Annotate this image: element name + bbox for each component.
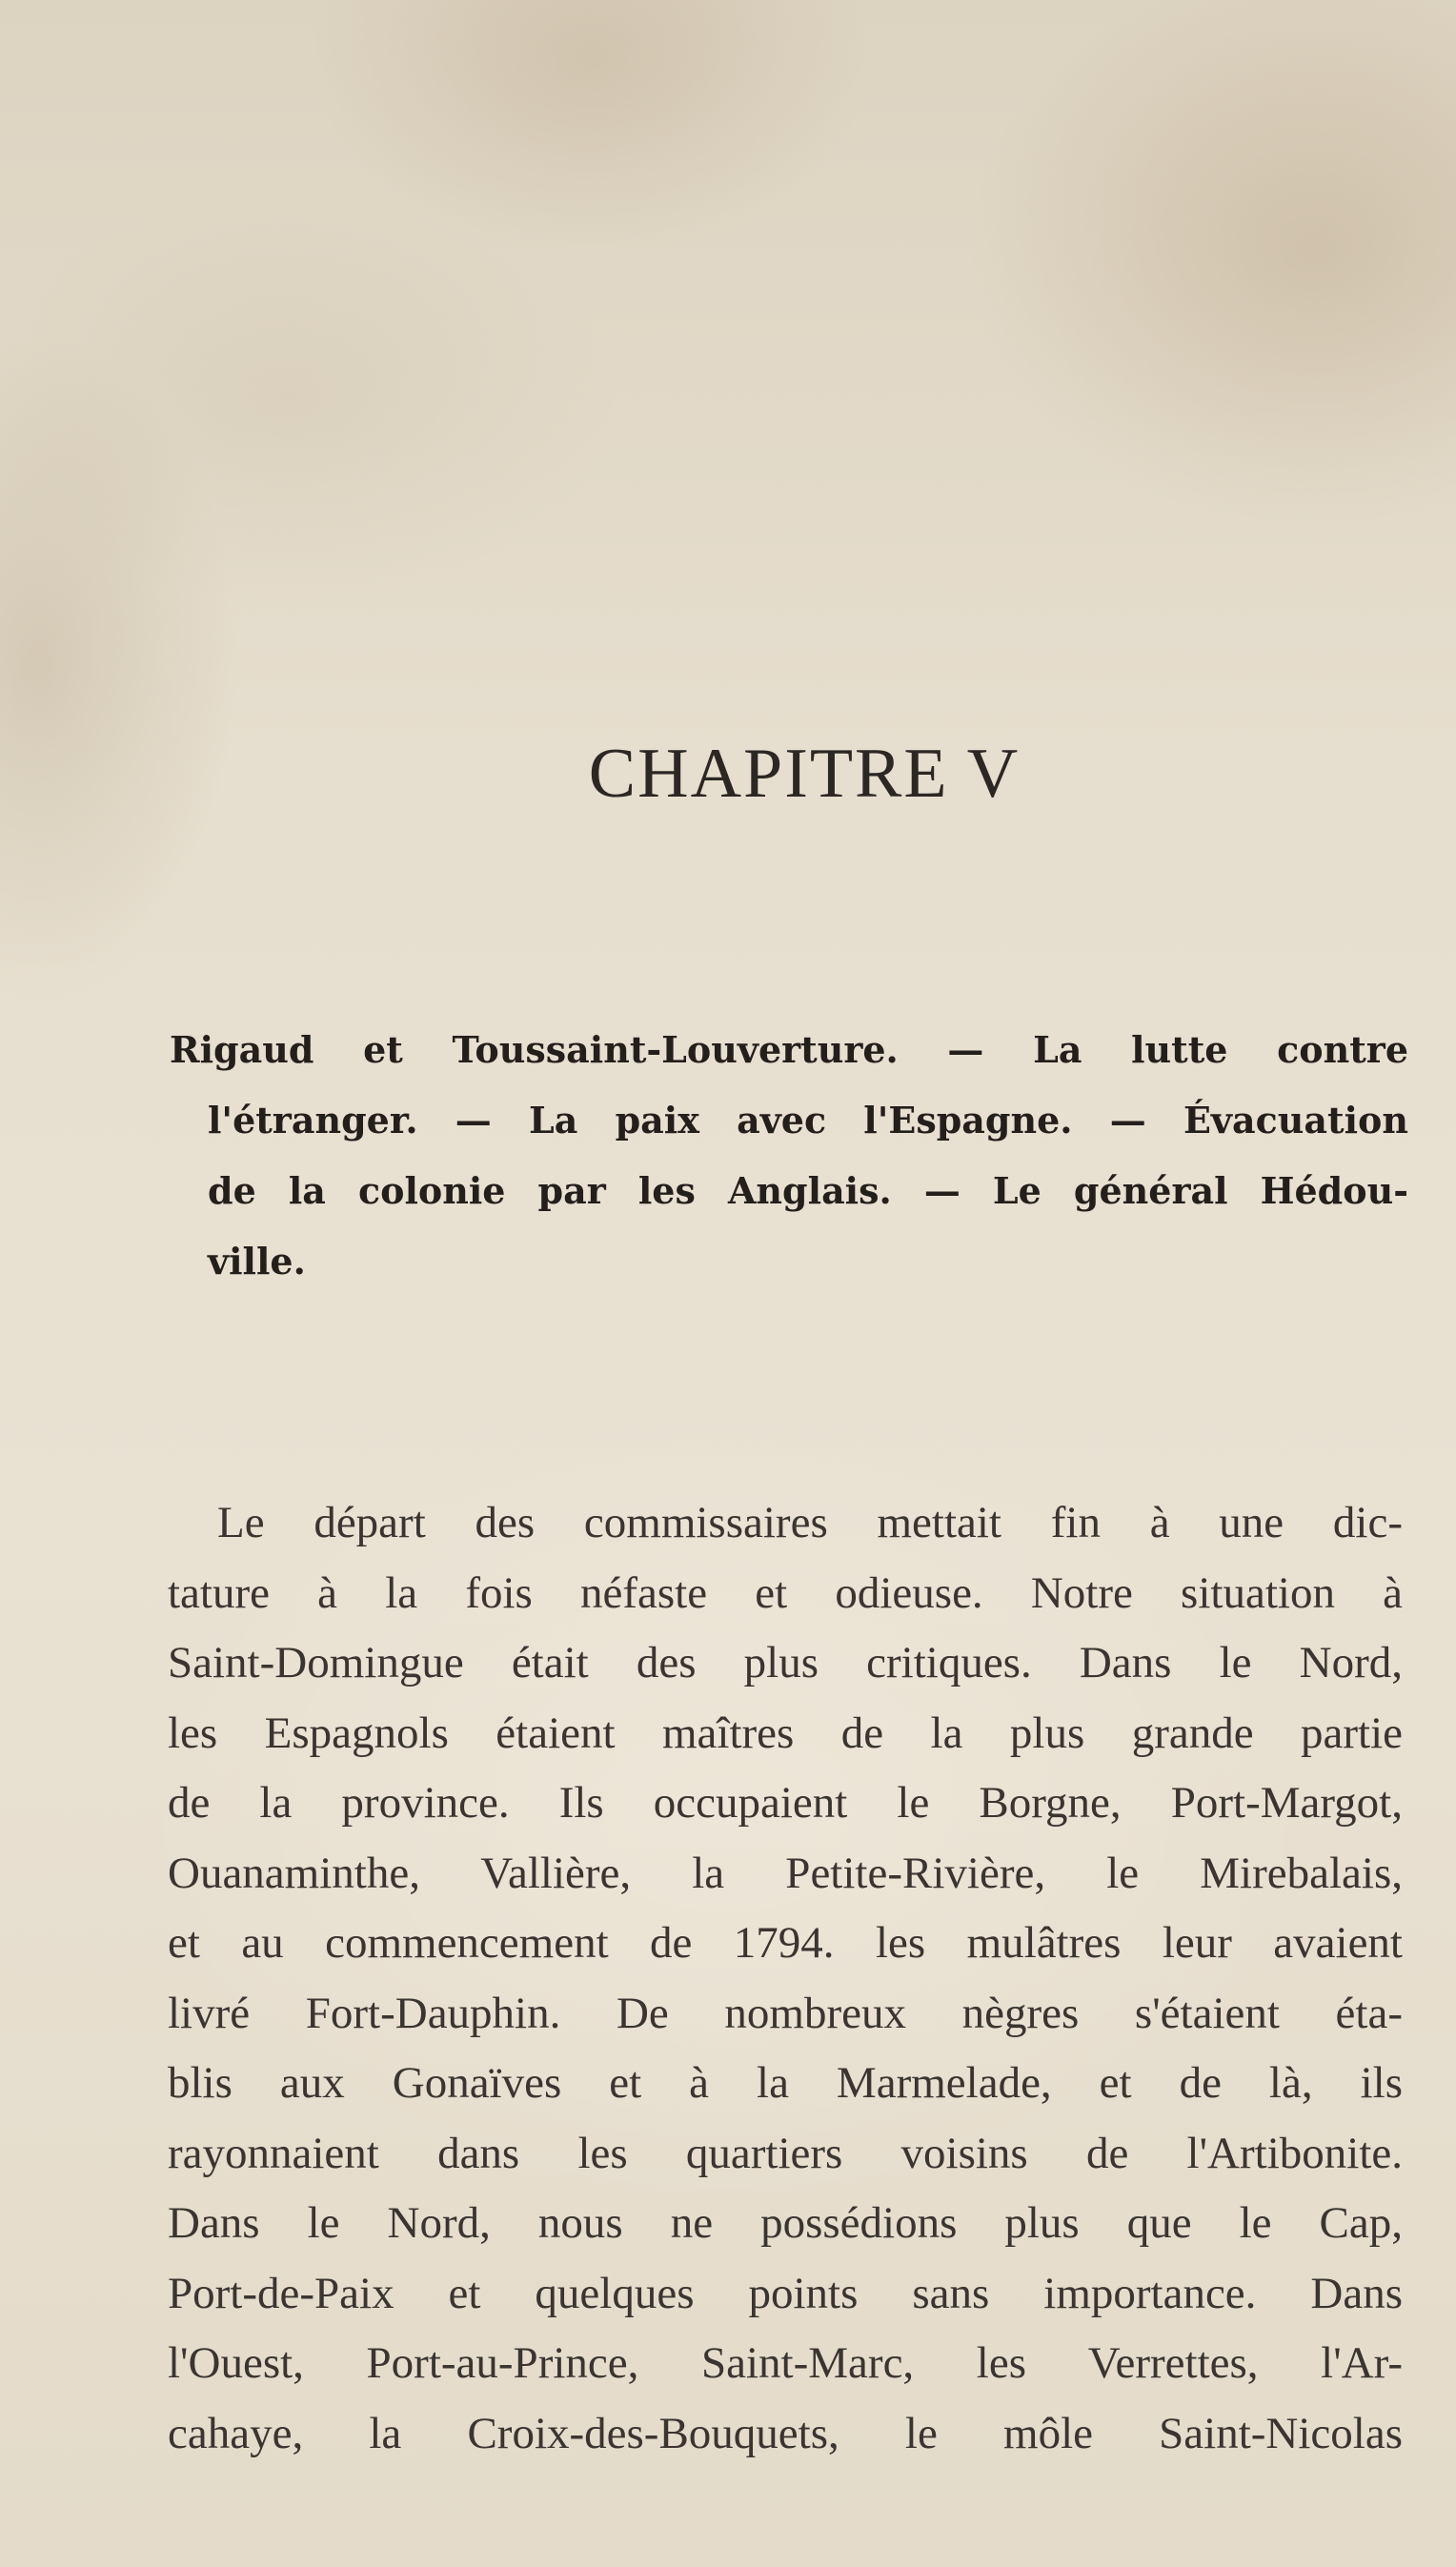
body-line: Port-de-Paix et quelques points sans importance. Dans: [168, 2268, 1403, 2318]
chapter-summary: [170, 1015, 1408, 1297]
body-line: les Espagnols étaient maîtres de la plus grande partie: [168, 1708, 1403, 1758]
body-line: Saint-Domingue était des plus critiques. Dans le Nord,: [168, 1638, 1403, 1688]
chapter-title: CHAPITRE V: [588, 735, 1021, 813]
summary-line: l'étranger. — La paix avec l'Espagne. — Évacuation: [208, 1099, 1408, 1142]
body-line: tature à la fois néfaste et odieuse. Notre situation à: [168, 1567, 1403, 1618]
body-line: blis aux Gonaïves et à la Marmelade, et de là, ils: [168, 2058, 1403, 2108]
body-line: Ouanaminthe, Vallière, la Petite-Rivière, le Mirebalais,: [168, 1848, 1403, 1898]
body-line: rayonnaient dans les quartiers voisins de l'Artibonite.: [168, 2128, 1403, 2178]
summary-line: de la colonie par les Anglais. — Le général Hédou-: [208, 1169, 1408, 1212]
summary-line: Rigaud et Toussaint-Louverture. — La lutte contre: [170, 1028, 1408, 1071]
body-line: livré Fort-Dauphin. De nombreux nègres s'étaient éta-: [168, 1988, 1403, 2038]
body-line: de la province. Ils occupaient le Borgne, Port-Margot,: [168, 1778, 1403, 1828]
body-paragraph: [168, 1488, 1403, 2469]
body-line: l'Ouest, Port-au-Prince, Saint-Marc, les Verrettes, l'Ar-: [168, 2338, 1403, 2388]
body-line: cahaye, la Croix-des-Bouquets, le môle Saint-Nicolas: [168, 2408, 1403, 2458]
summary-line: ville.: [208, 1240, 306, 1283]
body-line: et au commencement de 1794. les mulâtres leur avaient: [168, 1918, 1403, 1968]
body-line: Le départ des commissaires mettait fin à une dic-: [217, 1498, 1403, 1547]
body-line: Dans le Nord, nous ne possédions plus que le Cap,: [168, 2198, 1403, 2248]
